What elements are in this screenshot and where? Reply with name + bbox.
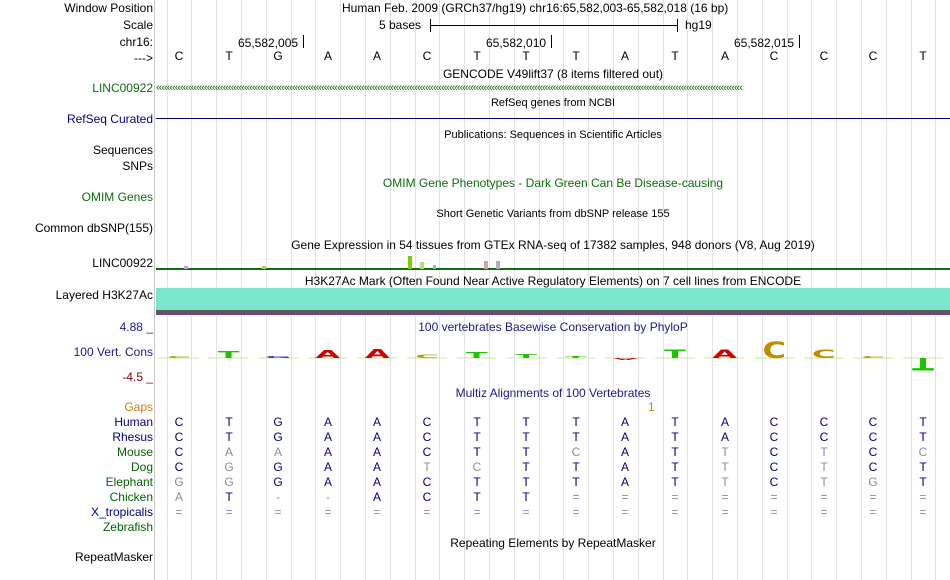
aligned-base: C	[422, 430, 432, 444]
aligned-base: T	[572, 415, 580, 429]
aligned-base: A	[273, 445, 282, 459]
aligned-base: G	[224, 460, 234, 474]
refseq-track-title: RefSeq genes from NCBI	[490, 97, 616, 109]
reference-base: C	[819, 49, 829, 63]
phylop-letter: C	[415, 354, 439, 360]
aligned-base: -	[276, 490, 280, 504]
aligned-base: C	[868, 430, 878, 444]
aligned-base: T	[820, 445, 828, 459]
aligned-base: =	[423, 505, 431, 519]
phylop-min-label: -4.5 _	[122, 370, 153, 384]
window-position-label: Window Position	[64, 1, 153, 15]
aligned-base: T	[919, 475, 927, 489]
aligned-base: T	[473, 475, 481, 489]
aligned-base: G	[868, 475, 878, 489]
aligned-base: =	[522, 505, 530, 519]
aligned-base: =	[225, 505, 233, 519]
aligned-base: A	[372, 430, 381, 444]
aligned-base: T	[522, 430, 530, 444]
aligned-base: T	[671, 475, 679, 489]
h3k27ac-track-label[interactable]: Layered H3K27Ac	[55, 288, 153, 302]
reference-base: A	[323, 49, 332, 63]
phylop-track-label[interactable]: 100 Vert. Cons	[73, 345, 153, 359]
species-label[interactable]: Rhesus	[112, 430, 153, 444]
aligned-base: T	[572, 430, 580, 444]
aligned-base: A	[720, 415, 729, 429]
scale-bar-text: 5 bases	[379, 18, 422, 32]
gencode-gene-feature[interactable]: ‹‹‹‹‹‹‹‹‹‹‹‹‹‹‹‹‹‹‹‹‹‹‹‹‹‹‹‹‹‹‹‹‹‹‹‹‹‹‹‹‹‹‹‹‹‹‹‹‹‹‹‹‹‹‹‹‹‹‹‹‹‹‹‹‹‹‹‹‹‹‹‹‹‹‹‹‹‹‹‹‹‹‹‹‹‹‹‹‹‹‹‹‹‹‹‹‹‹‹‹‹‹‹‹‹‹‹‹‹‹‹‹‹‹‹‹‹‹‹‹‹‹‹‹‹‹‹‹‹‹‹‹‹‹‹‹‹‹‹‹‹‹‹‹‹‹‹‹‹‹‹‹‹‹‹‹‹‹‹‹‹‹‹‹‹‹‹‹‹‹‹‹‹‹‹‹‹‹‹‹‹‹‹‹‹‹‹‹‹‹‹‹‹‹‹‹‹‹‹‹‹‹‹‹‹‹‹‹‹‹‹‹‹‹‹‹‹‹‹‹	[156, 82, 742, 94]
phylop-letter: A	[613, 357, 638, 361]
phylop-letter: T	[912, 353, 934, 374]
aligned-base: A	[372, 415, 381, 429]
reference-base: C	[769, 49, 779, 63]
aligned-base: T	[473, 430, 481, 444]
aligned-base: C	[868, 415, 878, 429]
coord-label: 65,582,010	[486, 36, 547, 50]
aligned-base: =	[373, 505, 381, 519]
aligned-base: C	[769, 415, 779, 429]
aligned-base: T	[721, 475, 729, 489]
reference-base: T	[473, 49, 481, 63]
aligned-base: =	[324, 505, 332, 519]
species-label[interactable]: Elephant	[105, 475, 153, 489]
aligned-base: T	[423, 460, 431, 474]
aligned-base: =	[919, 490, 927, 504]
publications-track-title: Publications: Sequences in Scientific Articles	[444, 129, 662, 141]
phylop-letter: G	[265, 355, 292, 359]
aligned-base: A	[372, 475, 381, 489]
species-label[interactable]: Mouse	[116, 445, 153, 459]
reference-base: T	[522, 49, 530, 63]
aligned-base: A	[323, 460, 332, 474]
aligned-base: T	[919, 415, 927, 429]
aligned-base: C	[422, 490, 432, 504]
phylop-letter: A	[712, 347, 737, 361]
h3k27ac-track-title: H3K27Ac Mark (Often Found Near Active Regulatory Elements) on 7 cell lines from ENCODE	[304, 274, 802, 288]
aligned-base: T	[572, 475, 580, 489]
aligned-base: A	[620, 475, 629, 489]
phylop-letter: T	[217, 349, 240, 361]
aligned-base: G	[273, 460, 283, 474]
aligned-base: T	[820, 475, 828, 489]
aligned-base: T	[919, 430, 927, 444]
aligned-base: =	[869, 490, 877, 504]
gencode-track-title: GENCODE V49lift37 (8 items filtered out)	[442, 67, 664, 81]
aligned-base: T	[522, 445, 530, 459]
aligned-base: G	[273, 430, 283, 444]
aligned-base: T	[522, 475, 530, 489]
aligned-base: T	[522, 490, 530, 504]
aligned-base: =	[721, 490, 729, 504]
species-label[interactable]: Dog	[130, 460, 153, 474]
aligned-base: =	[572, 490, 580, 504]
refseq-track-label[interactable]: RefSeq Curated	[66, 112, 153, 126]
aligned-base: =	[770, 490, 778, 504]
aligned-base: =	[473, 505, 481, 519]
aligned-base: T	[671, 445, 679, 459]
aligned-base: =	[621, 490, 629, 504]
phylop-letter: C	[812, 347, 836, 361]
phylop-letter: T	[515, 353, 538, 360]
aligned-base: C	[422, 415, 432, 429]
aligned-base: =	[919, 505, 927, 519]
gtex-gene-label[interactable]: LINC00922	[92, 256, 153, 270]
repeatmasker-track-label[interactable]: RepeatMasker	[74, 550, 153, 564]
aligned-base: A	[372, 460, 381, 474]
reference-base: C	[868, 49, 878, 63]
repeatmasker-track-title: Repeating Elements by RepeatMasker	[450, 536, 656, 550]
aligned-base: T	[225, 490, 233, 504]
aligned-base: A	[323, 445, 332, 459]
omim-track-label[interactable]: OMIM Genes	[81, 190, 153, 204]
aligned-base: =	[820, 490, 828, 504]
aligned-base: =	[175, 505, 183, 519]
aligned-base: T	[721, 460, 729, 474]
aligned-base: T	[572, 460, 580, 474]
aligned-base: C	[571, 445, 581, 459]
aligned-base: A	[323, 475, 332, 489]
aligned-base: =	[869, 505, 877, 519]
species-label[interactable]: Human	[114, 415, 153, 429]
aligned-base: A	[323, 430, 332, 444]
aligned-base: C	[769, 445, 779, 459]
gtex-track-title: Gene Expression in 54 tissues from GTEx RNA-seq of 17382 samples, 948 donors (V8, Aug 2019)	[291, 238, 815, 252]
aligned-base: T	[473, 415, 481, 429]
species-label[interactable]: Chicken	[109, 490, 153, 504]
aligned-base: T	[671, 415, 679, 429]
aligned-base: A	[372, 490, 381, 504]
gap-count: 1	[648, 400, 655, 414]
reference-base: T	[572, 49, 580, 63]
reference-base: T	[919, 49, 927, 63]
aligned-base: T	[820, 460, 828, 474]
scale-label: Scale	[122, 18, 153, 32]
aligned-base: T	[721, 445, 729, 459]
aligned-base: C	[472, 460, 482, 474]
aligned-base: G	[174, 475, 184, 489]
phylop-letter: C	[167, 355, 191, 359]
species-label[interactable]: Zebrafish	[102, 520, 153, 534]
snps-track-label[interactable]: SNPs	[122, 159, 153, 173]
aligned-base: A	[720, 430, 729, 444]
aligned-base: G	[273, 475, 283, 489]
aligned-base: T	[473, 490, 481, 504]
aligned-base: C	[174, 430, 184, 444]
aligned-base: C	[819, 415, 829, 429]
phylop-track-title: 100 vertebrates Basewise Conservation by PhyloP	[418, 320, 688, 334]
aligned-base: C	[769, 430, 779, 444]
chrom-label: chr16:	[119, 35, 153, 49]
aligned-base: C	[769, 460, 779, 474]
aligned-base: G	[224, 475, 234, 489]
dbsnp-track-title: Short Genetic Variants from dbSNP release 155	[436, 208, 670, 220]
strand-arrow-label: --->	[134, 51, 153, 65]
aligned-base: G	[273, 415, 283, 429]
aligned-base: C	[918, 445, 928, 459]
gencode-gene-label[interactable]: LINC00922	[92, 81, 153, 95]
phylop-max-label: 4.88 _	[119, 320, 153, 334]
phylop-letter: A	[365, 345, 390, 362]
aligned-base: A	[620, 415, 629, 429]
aligned-base: A	[620, 460, 629, 474]
aligned-base: A	[224, 445, 233, 459]
aligned-base: A	[372, 445, 381, 459]
aligned-base: A	[620, 430, 629, 444]
aligned-base: =	[820, 505, 828, 519]
reference-base: A	[372, 49, 381, 63]
reference-base: A	[720, 49, 729, 63]
scale-assembly: hg19	[685, 18, 712, 32]
dbsnp-track-label[interactable]: Common dbSNP(155)	[34, 221, 153, 235]
aligned-base: A	[323, 415, 332, 429]
aligned-base: -	[326, 490, 330, 504]
phylop-letter: T	[465, 350, 488, 361]
aligned-base: =	[721, 505, 729, 519]
aligned-base: T	[225, 415, 233, 429]
multiz-track-title: Multiz Alignments of 100 Vertebrates	[455, 386, 651, 400]
reference-base: C	[174, 49, 184, 63]
aligned-base: =	[572, 505, 580, 519]
aligned-base: T	[671, 460, 679, 474]
aligned-base: =	[621, 505, 629, 519]
coord-label: 65,582,015	[734, 36, 795, 50]
phylop-letter: T	[564, 355, 587, 359]
reference-base: A	[620, 49, 629, 63]
aligned-base: A	[174, 490, 183, 504]
reference-base: T	[225, 49, 233, 63]
aligned-base: =	[274, 505, 282, 519]
aligned-base: =	[770, 505, 778, 519]
aligned-base: T	[473, 445, 481, 459]
phylop-letter: A	[315, 348, 341, 361]
aligned-base: T	[671, 430, 679, 444]
reference-base: G	[273, 49, 283, 63]
assembly-position: Human Feb. 2009 (GRCh37/hg19) chr16:65,582,003-65,582,018 (16 bp)	[342, 1, 729, 15]
aligned-base: C	[422, 445, 432, 459]
aligned-base: C	[769, 475, 779, 489]
aligned-base: A	[620, 445, 629, 459]
aligned-base: =	[671, 490, 679, 504]
aligned-base: T	[919, 460, 927, 474]
reference-base: T	[671, 49, 679, 63]
aligned-base: C	[868, 445, 878, 459]
publications-track-label[interactable]: Sequences	[92, 143, 153, 157]
coord-label: 65,582,005	[238, 36, 299, 50]
aligned-base: T	[522, 460, 530, 474]
aligned-base: C	[174, 460, 184, 474]
phylop-letter: C	[861, 355, 886, 359]
aligned-base: T	[522, 415, 530, 429]
aligned-base: C	[868, 460, 878, 474]
aligned-base: C	[422, 475, 432, 489]
aligned-base: C	[819, 430, 829, 444]
phylop-letter: C	[762, 337, 786, 364]
species-label[interactable]: X_tropicalis	[90, 505, 153, 519]
aligned-base: C	[174, 415, 184, 429]
aligned-base: =	[671, 505, 679, 519]
gaps-label: Gaps	[124, 400, 153, 414]
reference-base: C	[422, 49, 432, 63]
phylop-letter: T	[664, 347, 686, 361]
aligned-base: T	[225, 430, 233, 444]
omim-track-title: OMIM Gene Phenotypes - Dark Green Can Be Disease-causing	[382, 176, 724, 190]
aligned-base: C	[174, 445, 184, 459]
